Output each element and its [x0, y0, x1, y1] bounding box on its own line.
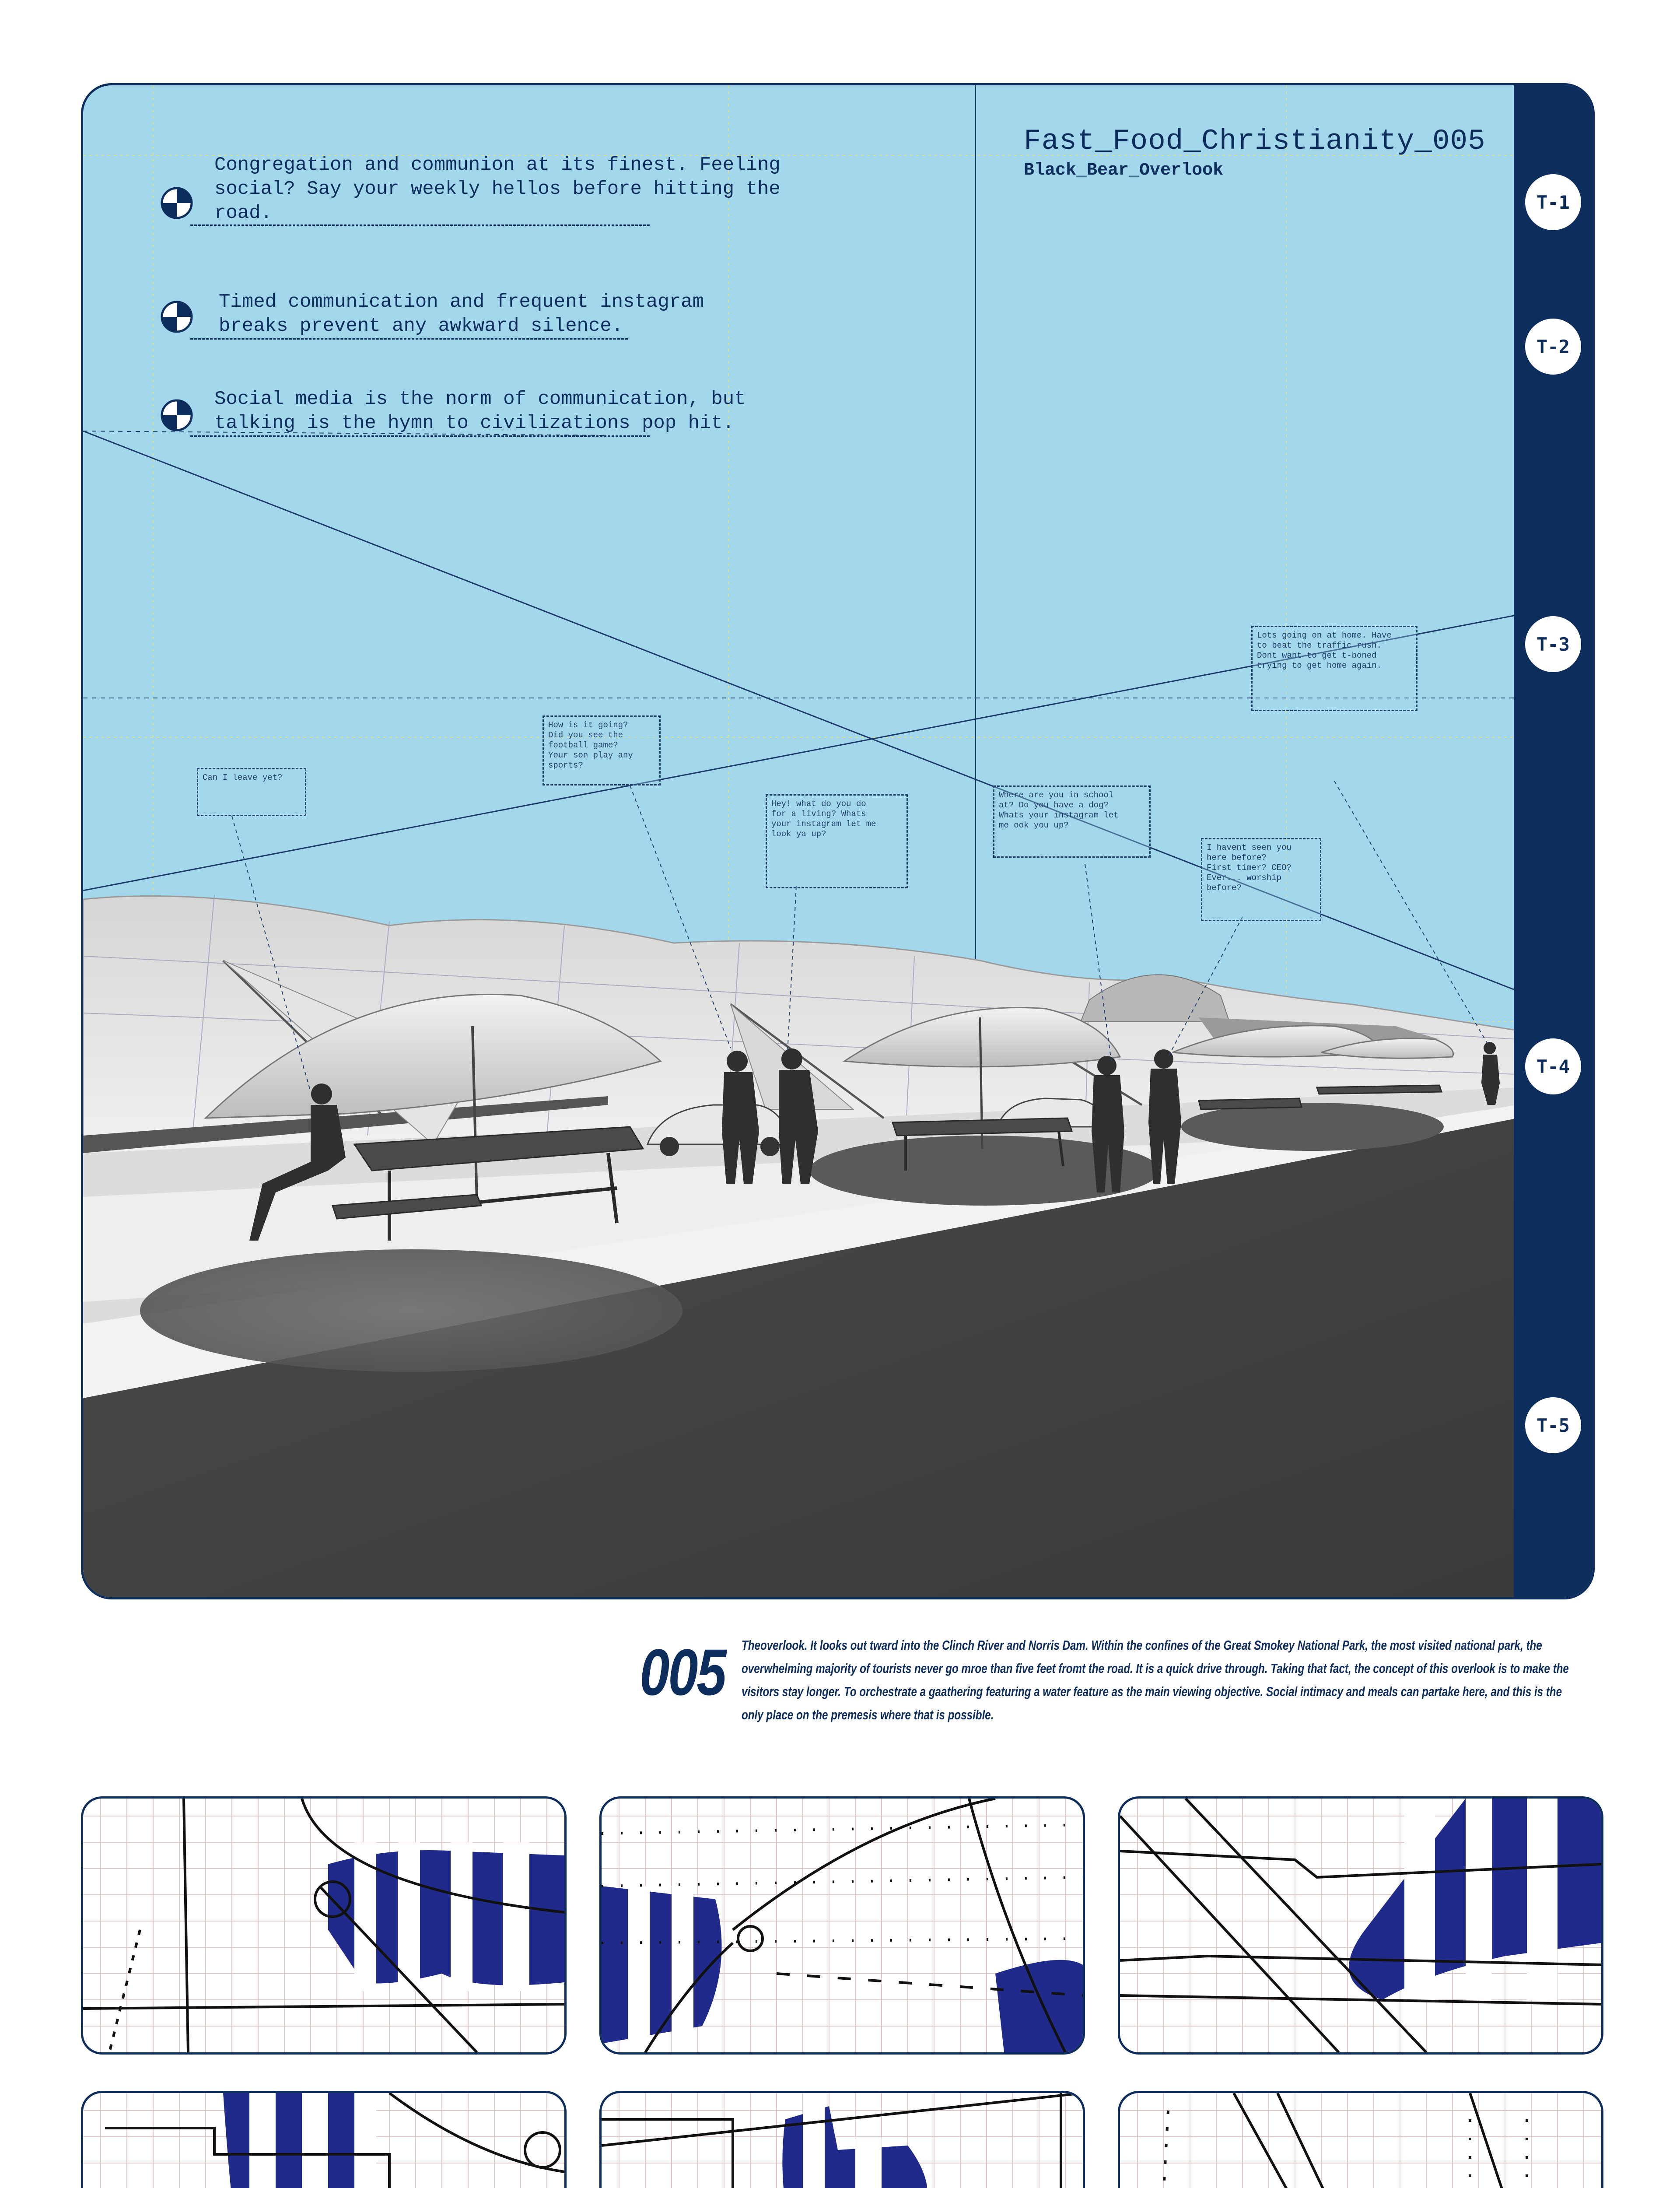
sketch-panel [81, 2091, 567, 2188]
sketch-panel [599, 1796, 1085, 2055]
quartered-circle-icon [160, 186, 194, 220]
project-number: 005 [640, 1635, 725, 1709]
quartered-circle-icon [160, 300, 194, 334]
tab-marker-t2[interactable]: T-2 [1522, 315, 1585, 378]
quartered-circle-icon [160, 398, 194, 432]
page-subtitle: Black_Bear_Overlook [1024, 161, 1224, 180]
render-panel [81, 83, 1595, 1599]
page-title: Fast_Food_Christianity_005 [1024, 125, 1486, 158]
note-text: Social media is the norm of communication, but talking is the hymn to civilizations pop hit. [214, 388, 746, 434]
note-underline [190, 224, 650, 226]
speech-bubble: Hey! what do you do for a living? Whats your instagram let me look ya up? [766, 794, 908, 888]
note-underline [190, 435, 650, 437]
sketch-panel [1118, 2091, 1603, 2188]
note-text: Timed communication and frequent instagram breaks prevent any awkward silence. [219, 291, 704, 337]
sketch-panel [599, 2091, 1085, 2188]
tab-marker-t1[interactable]: T-1 [1522, 171, 1585, 234]
tab-marker-t3[interactable]: T-3 [1522, 613, 1585, 676]
speech-bubble: I havent seen you here before? First timer? CEO? Ever... worship before? [1201, 838, 1321, 921]
speech-bubble: Can I leave yet? [197, 768, 306, 816]
description-paragraph: Theoverlook. It looks out tward into the Clinch River and Norris Dam. Within the confines of the Great Smokey National Park, the most visited national park, the overwhelming majority of tourists never go mroe than five feet fromt the road. It is a quick drive through. Taking that fact, the concept of this overlook is to make the visitors stay longer. To orchestrate a gaathering featuring a water feature as the main viewing objective. Social intimacy and meals can partake here, and this is the only place on the premesis where that is possible. [742, 1637, 1569, 1722]
sketch-panel [1118, 1796, 1603, 2055]
note-underline [190, 338, 628, 340]
speech-bubble: Where are you in school at? Do you have a dog? Whats your instagram let me ook you up? [993, 785, 1151, 858]
speech-bubble: Lots going on at home. Have to beat the traffic rush. Dont want to get t-boned trying to get home again. [1251, 626, 1418, 711]
side-tab-strip [1514, 85, 1592, 1597]
tab-marker-t5[interactable]: T-5 [1522, 1394, 1585, 1457]
speech-bubble: How is it going? Did you see the football game? Your son play any sports? [542, 715, 661, 785]
sketch-panel [81, 1796, 567, 2055]
tab-marker-t4[interactable]: T-4 [1522, 1035, 1585, 1098]
note-text: Congregation and communion at its finest. Feeling social? Say your weekly hellos before hitting the road. [214, 154, 780, 224]
